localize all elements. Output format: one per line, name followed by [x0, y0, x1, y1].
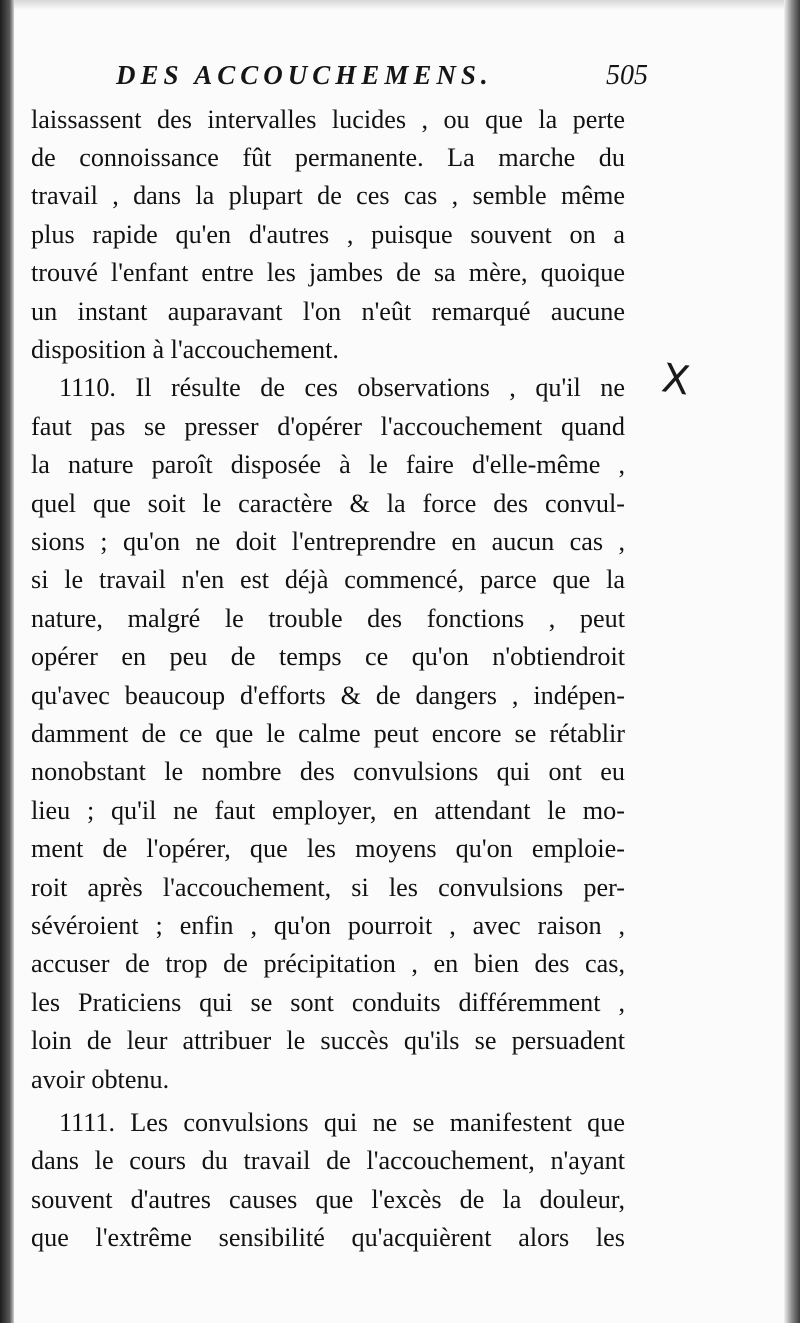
- text-line: qu'avec beaucoup d'efforts & de dangers , indépen-: [31, 681, 625, 710]
- paragraph-start-line: 1111. Les convulsions qui ne se manifestent que: [59, 1108, 625, 1137]
- text-line: travail , dans la plupart de ces cas , semble même: [31, 181, 625, 210]
- text-line: souvent d'autres causes que l'excès de la douleur,: [31, 1185, 625, 1214]
- paragraph-start-line: 1110. Il résulte de ces observations , qu'il ne: [59, 373, 625, 402]
- text-line: disposition à l'accouchement.: [31, 335, 339, 364]
- text-line: damment de ce que le calme peut encore se rétablir: [31, 719, 625, 748]
- right-edge-shadow: [784, 0, 800, 1323]
- text-line: loin de leur attribuer le succès qu'ils se persuadent: [31, 1026, 625, 1055]
- text-line: dans le cours du travail de l'accouchement, n'ayant: [31, 1146, 625, 1175]
- text-line: lieu ; qu'il ne faut employer, en attendant le mo-: [31, 796, 625, 825]
- text-line: sions ; qu'on ne doit l'entreprendre en aucun cas ,: [31, 527, 625, 556]
- text-line: nature, malgré le trouble des fonctions , peut: [31, 604, 625, 633]
- handwritten-margin-mark: X: [658, 355, 693, 405]
- text-line: ment de l'opérer, que les moyens qu'on emploie-: [31, 834, 625, 863]
- text-line: la nature paroît disposée à le faire d'elle-même ,: [31, 450, 625, 479]
- text-line: que l'extrême sensibilité qu'acquièrent alors les: [31, 1223, 625, 1252]
- text-line: avoir obtenu.: [31, 1065, 170, 1094]
- text-line: faut pas se presser d'opérer l'accouchement quand: [31, 412, 625, 441]
- page-number: 505: [606, 60, 648, 91]
- text-line: accuser de trop de précipitation , en bien des cas,: [31, 949, 625, 978]
- text-line: si le travail n'en est déjà commencé, parce que la: [31, 565, 625, 594]
- text-line: opérer en peu de temps ce qu'on n'obtiendroit: [31, 642, 625, 671]
- text-line: laissassent des intervalles lucides , ou que la perte: [31, 105, 625, 134]
- text-line: trouvé l'enfant entre les jambes de sa mère, quoique: [31, 258, 625, 287]
- page-top-shadow: [0, 0, 800, 10]
- page-header: [58, 58, 758, 102]
- text-line: nonobstant le nombre des convulsions qui ont eu: [31, 757, 625, 786]
- text-line: roit après l'accouchement, si les convulsions per-: [31, 873, 625, 902]
- text-line: les Praticiens qui se sont conduits différemment ,: [31, 988, 625, 1017]
- running-head: DES ACCOUCHEMENS.: [116, 60, 493, 90]
- text-line: plus rapide qu'en d'autres , puisque souvent on a: [31, 220, 625, 249]
- text-line: sévéroient ; enfin , qu'on pourroit , avec raison ,: [31, 911, 625, 940]
- text-line: quel que soit le caractère & la force des convul-: [31, 489, 625, 518]
- text-line: un instant auparavant l'on n'eût remarqué aucune: [31, 297, 625, 326]
- left-gutter-shadow: [0, 0, 14, 1323]
- text-line: de connoissance fût permanente. La marche du: [31, 143, 625, 172]
